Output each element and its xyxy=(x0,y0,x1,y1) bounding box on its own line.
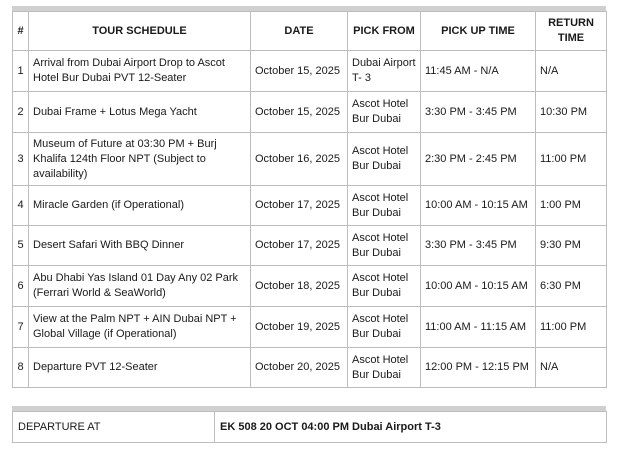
pick-up-time-cell: 3:30 PM - 3:45 PM xyxy=(421,226,536,266)
tour-schedule-cell: Abu Dhabi Yas Island 01 Day Any 02 Park (Ferrari World & SeaWorld) xyxy=(29,266,251,307)
date-cell: October 15, 2025 xyxy=(251,92,348,133)
date-cell: October 16, 2025 xyxy=(251,133,348,186)
pick-up-time-cell: 10:00 AM - 10:15 AM xyxy=(421,266,536,307)
table-row xyxy=(13,51,607,92)
table-row xyxy=(13,92,607,133)
header-tour-schedule: TOUR SCHEDULE xyxy=(29,12,251,51)
row-number: 2 xyxy=(13,92,29,133)
tour-schedule-cell: Arrival from Dubai Airport Drop to Ascot Hotel Bur Dubai PVT 12-Seater xyxy=(29,51,251,92)
pick-up-time-cell: 11:45 AM - N/A xyxy=(421,51,536,92)
return-time-cell: 11:00 PM xyxy=(536,307,607,348)
row-number: 7 xyxy=(13,307,29,348)
row-number: 6 xyxy=(13,266,29,307)
pick-up-time-cell: 11:00 AM - 11:15 AM xyxy=(421,307,536,348)
pick-from-cell: Dubai Airport T- 3 xyxy=(348,51,421,92)
table-row xyxy=(13,133,607,186)
departure-section xyxy=(12,406,606,443)
pick-up-time-cell: 10:00 AM - 10:15 AM xyxy=(421,186,536,226)
pick-from-cell: Ascot Hotel Bur Dubai xyxy=(348,186,421,226)
pick-from-cell: Ascot Hotel Bur Dubai xyxy=(348,307,421,348)
return-time-cell: 10:30 PM xyxy=(536,92,607,133)
departure-value: EK 508 20 OCT 04:00 PM Dubai Airport T-3 xyxy=(215,412,607,443)
table-row xyxy=(13,348,607,388)
return-time-cell: N/A xyxy=(536,51,607,92)
row-number: 8 xyxy=(13,348,29,388)
return-time-cell: 11:00 PM xyxy=(536,133,607,186)
header-pick-from: PICK FROM xyxy=(348,12,421,51)
date-cell: October 19, 2025 xyxy=(251,307,348,348)
header-number: # xyxy=(13,12,29,51)
tour-schedule-cell: Dubai Frame + Lotus Mega Yacht xyxy=(29,92,251,133)
row-number: 1 xyxy=(13,51,29,92)
table-row xyxy=(13,226,607,266)
row-number: 3 xyxy=(13,133,29,186)
date-cell: October 20, 2025 xyxy=(251,348,348,388)
table-row xyxy=(13,186,607,226)
pick-up-time-cell: 12:00 PM - 12:15 PM xyxy=(421,348,536,388)
return-time-cell: 6:30 PM xyxy=(536,266,607,307)
pick-up-time-cell: 3:30 PM - 3:45 PM xyxy=(421,92,536,133)
table-row xyxy=(13,266,607,307)
pick-from-cell: Ascot Hotel Bur Dubai xyxy=(348,133,421,186)
tour-schedule-cell: Miracle Garden (if Operational) xyxy=(29,186,251,226)
tour-schedule-cell: Museum of Future at 03:30 PM + Burj Khalifa 124th Floor NPT (Subject to availability) xyxy=(29,133,251,186)
date-cell: October 15, 2025 xyxy=(251,51,348,92)
tour-schedule-section xyxy=(12,6,606,388)
date-cell: October 18, 2025 xyxy=(251,266,348,307)
pick-up-time-cell: 2:30 PM - 2:45 PM xyxy=(421,133,536,186)
departure-table xyxy=(12,411,607,443)
pick-from-cell: Ascot Hotel Bur Dubai xyxy=(348,92,421,133)
table-header-row xyxy=(13,12,607,51)
table-row xyxy=(13,307,607,348)
header-pick-up-time: PICK UP TIME xyxy=(421,12,536,51)
return-time-cell: 9:30 PM xyxy=(536,226,607,266)
date-cell: October 17, 2025 xyxy=(251,186,348,226)
header-return-time: RETURN TIME xyxy=(536,12,607,51)
pick-from-cell: Ascot Hotel Bur Dubai xyxy=(348,348,421,388)
return-time-cell: N/A xyxy=(536,348,607,388)
header-date: DATE xyxy=(251,12,348,51)
return-time-cell: 1:00 PM xyxy=(536,186,607,226)
row-number: 4 xyxy=(13,186,29,226)
tour-schedule-table xyxy=(12,11,607,388)
pick-from-cell: Ascot Hotel Bur Dubai xyxy=(348,226,421,266)
departure-row xyxy=(13,412,607,443)
tour-schedule-cell: Departure PVT 12-Seater xyxy=(29,348,251,388)
row-number: 5 xyxy=(13,226,29,266)
pick-from-cell: Ascot Hotel Bur Dubai xyxy=(348,266,421,307)
date-cell: October 17, 2025 xyxy=(251,226,348,266)
tour-schedule-cell: Desert Safari With BBQ Dinner xyxy=(29,226,251,266)
departure-label: DEPARTURE AT xyxy=(13,412,215,443)
tour-schedule-cell: View at the Palm NPT + AIN Dubai NPT + Global Village (if Operational) xyxy=(29,307,251,348)
